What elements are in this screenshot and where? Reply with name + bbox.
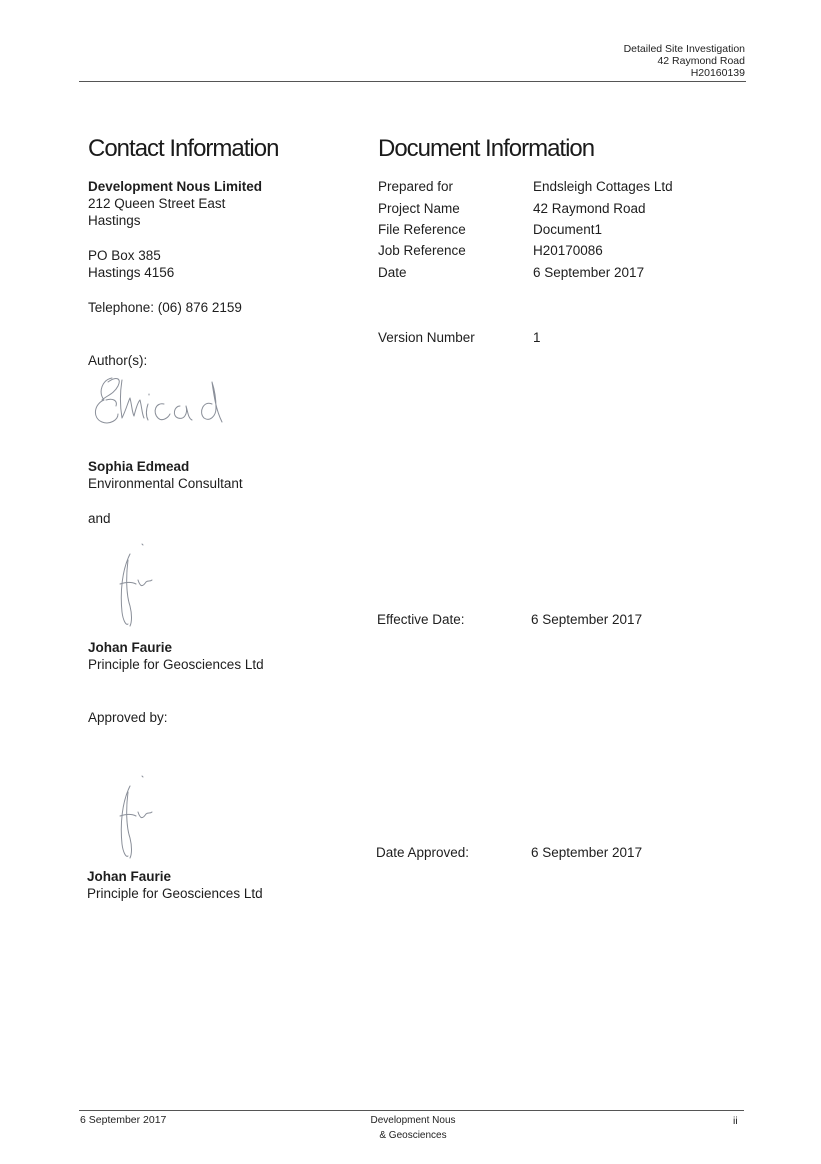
header-rule	[79, 81, 746, 82]
telephone: Telephone: (06) 876 2159	[88, 300, 242, 315]
and-label: and	[88, 511, 111, 526]
company-name: Development Nous Limited	[88, 179, 263, 194]
doc-value-date: 6 September 2017	[533, 265, 645, 280]
doc-label-job-reference: Job Reference	[378, 243, 466, 258]
footer-date: 6 September 2017	[80, 1114, 167, 1126]
footer-company-line-2: & Geosciences	[379, 1130, 447, 1141]
author1-title: Environmental Consultant	[88, 476, 243, 491]
footer-page-number: ii	[733, 1115, 738, 1127]
header-title: Detailed Site Investigation	[623, 43, 745, 55]
doc-label-file-reference: File Reference	[378, 222, 466, 237]
author2-title: Principle for Geosciences Ltd	[88, 657, 264, 672]
footer-company-line-1: Development Nous	[370, 1115, 456, 1126]
postal-city: Hastings 4156	[88, 265, 175, 280]
doc-label-date-approved: Date Approved:	[376, 845, 470, 860]
header-reference: H20160139	[690, 67, 745, 79]
author1-signature	[88, 370, 228, 432]
doc-label-effective-date: Effective Date:	[377, 612, 465, 627]
address-line-1: 212 Queen Street East	[88, 196, 226, 211]
approver-title: Principle for Geosciences Ltd	[87, 886, 263, 901]
doc-value-date-approved: 6 September 2017	[531, 845, 643, 860]
doc-label-project-name: Project Name	[378, 201, 460, 216]
author2-signature	[108, 540, 158, 630]
address-line-2: Hastings	[88, 213, 141, 228]
doc-value-version: 1	[533, 330, 541, 345]
doc-label-date: Date	[378, 265, 407, 280]
doc-label-prepared-for: Prepared for	[378, 179, 454, 194]
doc-label-version: Version Number	[378, 330, 475, 345]
doc-value-job-reference: H20170086	[533, 243, 603, 258]
contact-heading: Contact Information	[88, 135, 279, 162]
author1-name: Sophia Edmead	[88, 459, 190, 474]
author2-name: Johan Faurie	[88, 640, 173, 655]
authors-label: Author(s):	[88, 353, 148, 368]
approver-name: Johan Faurie	[87, 869, 172, 884]
approved-by-label: Approved by:	[88, 710, 168, 725]
doc-value-prepared-for: Endsleigh Cottages Ltd	[533, 179, 673, 194]
document-heading: Document Information	[378, 135, 595, 162]
doc-value-effective-date: 6 September 2017	[531, 612, 643, 627]
po-box: PO Box 385	[88, 248, 161, 263]
header-address: 42 Raymond Road	[657, 55, 745, 67]
doc-value-file-reference: Document1	[533, 222, 603, 237]
footer-rule	[79, 1110, 744, 1111]
approver-signature	[108, 772, 158, 862]
doc-value-project-name: 42 Raymond Road	[533, 201, 646, 216]
